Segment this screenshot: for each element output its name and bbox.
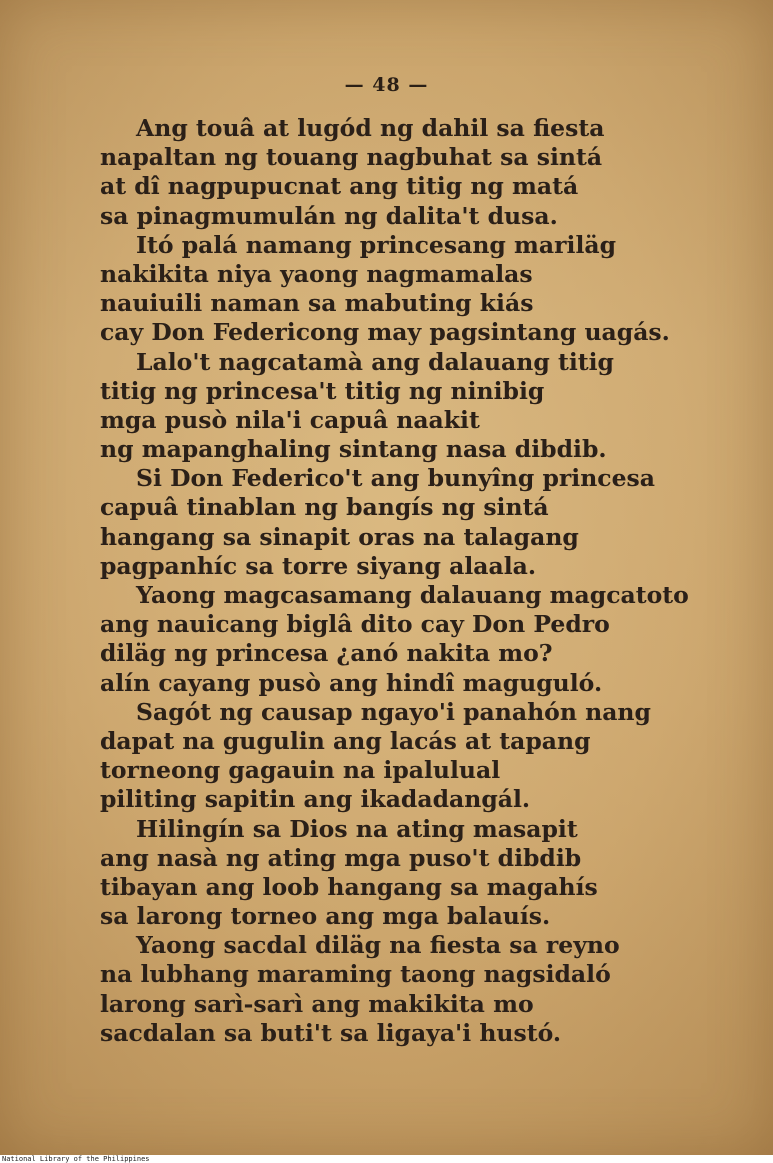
poem-line: pagpanhíc sa torre siyang alaala. (100, 551, 537, 580)
poem-line: sa larong torneo ang mga balauís. (100, 902, 551, 931)
poem-line: nauiuili naman sa mabuting kiás (100, 289, 534, 318)
poem-line: Yaong sacdal diläg na fiesta sa reyno (136, 931, 620, 960)
poem-line: torneong gagauin na ipalulual (100, 756, 501, 785)
poem-line: napaltan ng touang nagbuhat sa sintá (100, 143, 603, 172)
poem-line: titig ng princesa't titig ng ninibig (100, 376, 545, 405)
poem-line: na lubhang maraming taong nagsidaló (100, 960, 611, 989)
poem-line: hangang sa sinapit oras na talagang (100, 522, 579, 551)
poem-text (100, 114, 740, 1048)
poem-line: diläg ng princesa ¿anó nakita mo? (100, 639, 553, 668)
poem-line: dapat na gugulin ang lacás at tapang (100, 726, 591, 755)
poem-line: sa pinagmumulán ng dalita't dusa. (100, 201, 558, 230)
poem-line: tibayan ang loob hangang sa magahís (100, 872, 598, 901)
poem-line: alín cayang pusò ang hindî maguguló. (100, 668, 603, 697)
poem-line: capuâ tinablan ng bangís ng sintá (100, 493, 549, 522)
poem-line: Itó palá namang princesang mariläg (136, 230, 617, 259)
poem-line: cay Don Federicong may pagsintang uagás. (100, 318, 670, 347)
page-number: — 48 — (344, 74, 429, 96)
poem-line: sacdalan sa buti't sa ligaya'i hustó. (100, 1018, 562, 1047)
poem-line: Lalo't nagcatamà ang dalauang titig (136, 347, 614, 376)
poem-line: at dî nagpupucnat ang titig ng matá (100, 172, 579, 201)
poem-line: ang nasà ng ating mga puso't dibdib (100, 843, 582, 872)
poem-line: Yaong magcasamang dalauang magcatoto (136, 581, 689, 609)
footer-bar (0, 1155, 773, 1163)
poem-line: piliting sapitin ang ikadadangál. (100, 785, 531, 814)
poem-line: mga pusò nila'i capuâ naakit (100, 405, 480, 434)
footer-label: National Library of the Philippines (2, 1155, 150, 1163)
poem-line: nakikita niya yaong nagmamalas (100, 259, 533, 288)
poem-line: ng mapanghaling sintang nasa dibdib. (100, 435, 607, 464)
poem-line: ang nauicang biglâ dito cay Don Pedro (100, 610, 610, 639)
poem-line: larong sarì-sarì ang makikita mo (100, 989, 534, 1018)
poem-line: Sagót ng causap ngayo'i panahón nang (136, 697, 651, 726)
poem-line: Si Don Federico't ang bunyîng princesa (136, 464, 656, 493)
poem-line: Ang touâ at lugód ng dahil sa fiesta (136, 114, 605, 142)
poem-line: Hilingín sa Dios na ating masapit (136, 814, 578, 843)
